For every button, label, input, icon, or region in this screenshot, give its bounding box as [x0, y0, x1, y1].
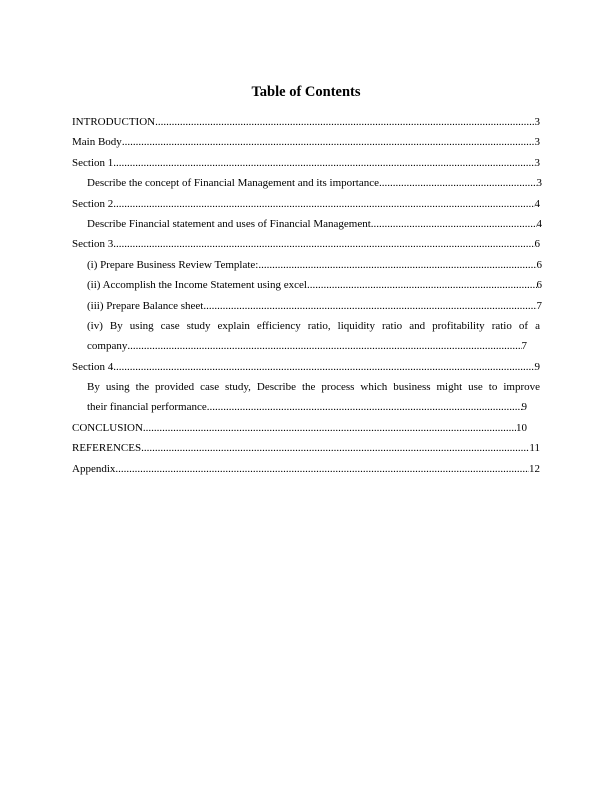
toc-entry-improve-performance[interactable] — [72, 377, 540, 418]
toc-entry-label: Describe Financial statement and uses of Financial Management — [87, 217, 371, 230]
toc-entry-main-body[interactable] — [72, 132, 540, 152]
toc-entry-page: 6 — [536, 279, 542, 292]
toc-entry-label: Section 3 — [72, 238, 114, 251]
toc-entry-line2 — [87, 336, 527, 356]
toc-entry-page: 3 — [536, 177, 542, 190]
dot-leader — [258, 255, 536, 275]
toc-entry-line2 — [87, 397, 527, 417]
toc-entry-label-line1: (iv) By using case study explain efficiency ratio, liquidity ratio and profitability ratio of a — [87, 319, 540, 332]
toc-entry-section-2[interactable] — [72, 194, 540, 214]
toc-entry-label: (ii) Accomplish the Income Statement using excel — [87, 279, 307, 292]
toc-entry-page: 3 — [534, 136, 540, 149]
dot-leader — [115, 459, 529, 479]
toc-entry-label: REFERENCES — [72, 442, 142, 455]
toc-entry-page: 9 — [534, 360, 540, 373]
toc-entry-label-line2: company — [87, 340, 128, 353]
toc-entry-label: CONCLUSION — [72, 421, 143, 434]
toc-entry-page: 4 — [536, 217, 542, 230]
toc-entry-label-line1: By using the provided case study, Describe the process which business might use to improve — [87, 381, 540, 394]
dot-leader — [379, 173, 536, 193]
dot-leader — [113, 153, 534, 173]
toc-entry-label: (iii) Prepare Balance sheet — [87, 299, 204, 312]
toc-entry-section-4[interactable] — [72, 357, 540, 377]
toc-entry-label: Section 1 — [72, 156, 114, 169]
toc-entry-page: 3 — [534, 116, 540, 128]
toc-entry-page: 9 — [521, 401, 527, 414]
toc-entry-introduction[interactable] — [72, 112, 540, 132]
dot-leader — [141, 438, 529, 458]
dot-leader — [143, 418, 516, 438]
toc-entry-page: 10 — [516, 421, 527, 434]
toc-entry-ratios[interactable] — [72, 316, 540, 357]
toc-entry-page: 6 — [536, 258, 542, 271]
toc-entry-page: 7 — [521, 340, 527, 353]
dot-leader — [371, 214, 537, 234]
toc-entry-page: 6 — [534, 238, 540, 251]
toc-entry-section-1[interactable] — [72, 153, 540, 173]
dot-leader — [203, 296, 536, 316]
toc-entry-label: Section 2 — [72, 197, 114, 210]
toc-entry-appendix[interactable] — [72, 459, 540, 479]
toc-entry-label: Main Body — [72, 136, 122, 149]
toc-entry-page: 4 — [534, 197, 540, 210]
dot-leader — [127, 336, 521, 356]
toc-entry-label: Section 4 — [72, 360, 114, 373]
toc-entry-section-3[interactable] — [72, 234, 540, 254]
toc-entry-label: Appendix — [72, 462, 116, 475]
dot-leader — [113, 234, 534, 254]
toc-entry-balance-sheet[interactable] — [72, 296, 542, 316]
dot-leader — [155, 112, 534, 132]
toc-entry-business-review-template[interactable] — [72, 255, 542, 275]
dot-leader — [122, 132, 535, 152]
toc-entry-page: 3 — [534, 156, 540, 169]
toc-entry-financial-statement[interactable] — [72, 214, 542, 234]
toc-entry-label: Describe the concept of Financial Management and its importance — [87, 177, 380, 190]
dot-leader — [307, 275, 537, 295]
toc-entry-references[interactable] — [72, 438, 540, 458]
toc-entry-conclusion[interactable] — [72, 418, 527, 438]
dot-leader — [113, 194, 534, 214]
toc-title: Table of Contents — [251, 84, 361, 100]
dot-leader — [113, 357, 534, 377]
toc-entry-page: 11 — [529, 442, 540, 455]
toc-entry-page: 12 — [529, 462, 540, 475]
toc-entry-label: (i) Prepare Business Review Template: — [87, 258, 259, 271]
toc-entry-page: 7 — [536, 299, 542, 312]
toc-entry-label: INTRODUCTION — [72, 116, 156, 128]
toc-entry-label-line2: their financial performance — [87, 401, 207, 414]
toc-entry-financial-management-concept[interactable] — [72, 173, 542, 193]
dot-leader — [207, 397, 522, 417]
toc-list — [72, 112, 540, 479]
toc-entry-income-statement[interactable] — [72, 275, 542, 295]
